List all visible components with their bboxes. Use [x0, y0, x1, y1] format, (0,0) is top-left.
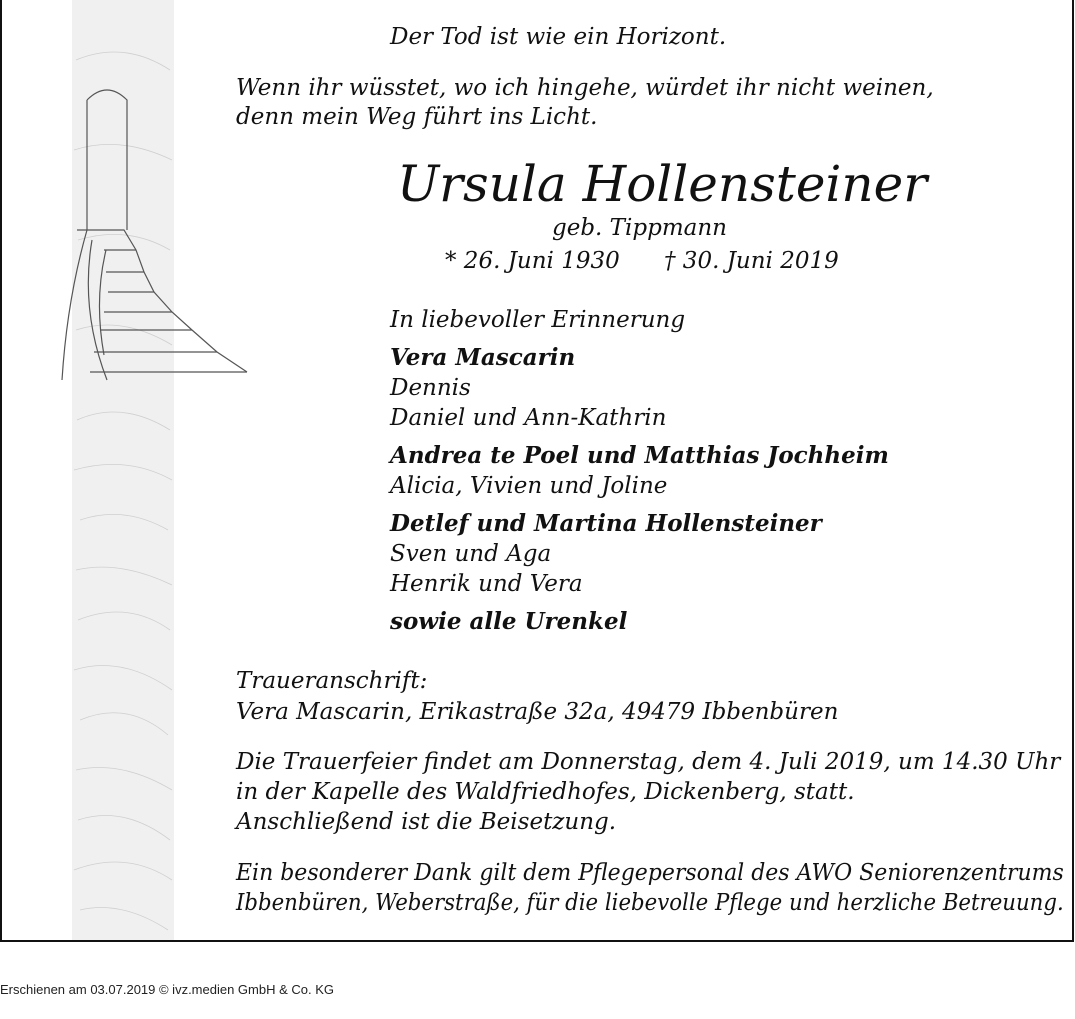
mourner-group-3-line-2: Henrik und Vera	[390, 571, 583, 597]
birth-name: geb. Tippmann	[552, 215, 727, 241]
mourner-group-1-line-1: Dennis	[390, 375, 471, 401]
death-date: † 30. Juni 2019	[664, 248, 839, 274]
thanks-line-2: Ibbenbüren, Weberstraße, für die liebevolle Pflege und herzliche Betreuung.	[236, 890, 1064, 916]
birth-date: * 26. Juni 1930	[445, 248, 620, 274]
mourner-final: sowie alle Urenkel	[390, 608, 628, 635]
publication-footer: Erschienen am 03.07.2019 © ivz.medien GmbH & Co. KG	[0, 982, 335, 997]
mourner-group-2-head: Andrea te Poel und Matthias Jochheim	[390, 442, 889, 469]
address-value: Vera Mascarin, Erikastraße 32a, 49479 Ibbenbüren	[236, 699, 839, 725]
ceremony-line-1: Die Trauerfeier findet am Donnerstag, dem 4. Juli 2019, um 14.30 Uhr	[236, 749, 1061, 775]
mourner-group-3-line-1: Sven und Aga	[390, 541, 552, 567]
mourner-group-2-line-1: Alicia, Vivien und Joline	[390, 473, 668, 499]
mourner-group-1-head: Vera Mascarin	[390, 344, 576, 371]
ceremony-line-3: Anschließend ist die Beisetzung.	[236, 809, 617, 835]
mourner-group-1-line-2: Daniel und Ann-Kathrin	[390, 405, 667, 431]
thanks-line-1: Ein besonderer Dank gilt dem Pflegepersonal des AWO Seniorenzentrums	[236, 860, 1064, 886]
address-label: Traueranschrift:	[236, 668, 428, 694]
quote-line-1: Der Tod ist wie ein Horizont.	[390, 24, 727, 50]
quote-line-3: denn mein Weg führt ins Licht.	[236, 104, 598, 130]
deceased-name: Ursula Hollensteiner	[397, 155, 928, 213]
ceremony-line-2: in der Kapelle des Waldfriedhofes, Dickenberg, statt.	[236, 779, 855, 805]
quote-line-2: Wenn ihr wüsstet, wo ich hingehe, würdet ihr nicht weinen,	[236, 75, 934, 101]
remembrance-intro: In liebevoller Erinnerung	[390, 307, 686, 333]
mourner-group-3-head: Detlef und Martina Hollensteiner	[390, 510, 822, 537]
